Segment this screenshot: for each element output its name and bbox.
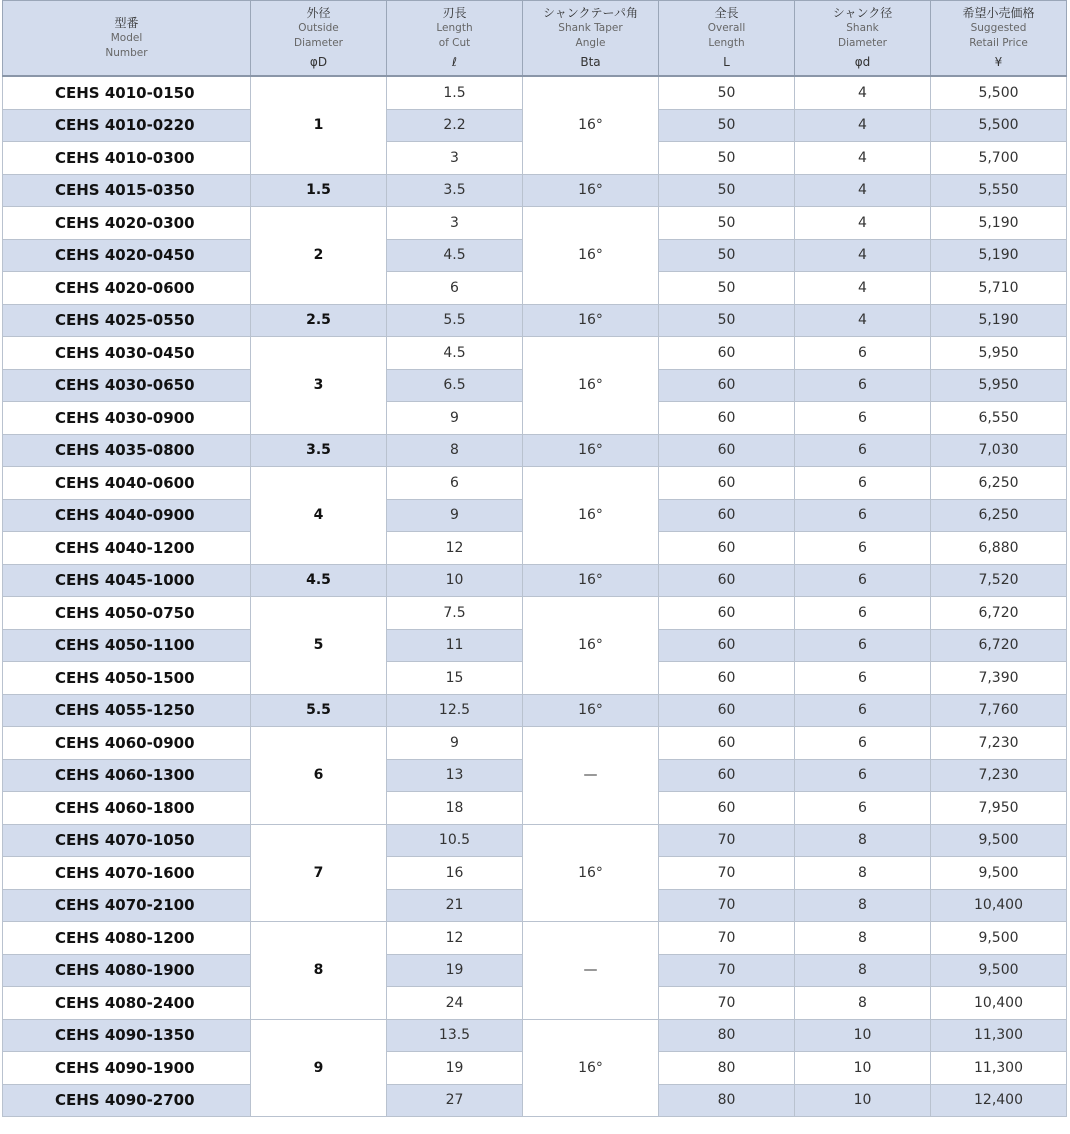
model-number-cell: CEHS 4090-2700 bbox=[3, 1084, 251, 1117]
retail-price-cell: 6,550 bbox=[931, 402, 1067, 435]
model-number-cell: CEHS 4070-2100 bbox=[3, 889, 251, 922]
model-number-cell: CEHS 4040-0900 bbox=[3, 499, 251, 532]
shank-taper-angle-cell: — bbox=[523, 727, 659, 825]
header-retail-price bbox=[931, 1, 1067, 77]
header-label-en: Length bbox=[436, 21, 473, 34]
length-of-cut-cell: 27 bbox=[387, 1084, 523, 1117]
shank-diameter-cell: 4 bbox=[795, 142, 931, 175]
header-label-en: Suggested bbox=[970, 21, 1027, 34]
overall-length-cell: 80 bbox=[659, 1084, 795, 1117]
header-label-jp: シャンク径 bbox=[832, 5, 893, 20]
length-of-cut-cell: 3 bbox=[387, 142, 523, 175]
header-label-en: Number bbox=[105, 46, 148, 59]
length-of-cut-cell: 12.5 bbox=[387, 694, 523, 727]
shank-diameter-cell: 6 bbox=[795, 434, 931, 467]
retail-price-cell: 9,500 bbox=[931, 857, 1067, 890]
retail-price-cell: 5,550 bbox=[931, 174, 1067, 207]
outside-diameter-cell: 4.5 bbox=[251, 564, 387, 597]
shank-diameter-cell: 6 bbox=[795, 662, 931, 695]
shank-diameter-cell: 6 bbox=[795, 532, 931, 565]
shank-diameter-cell: 4 bbox=[795, 174, 931, 207]
shank-diameter-cell: 6 bbox=[795, 402, 931, 435]
header-label-en: Outside bbox=[298, 21, 339, 34]
header-label-en: of Cut bbox=[438, 36, 471, 49]
header-symbol: φD bbox=[309, 54, 328, 69]
overall-length-cell: 60 bbox=[659, 727, 795, 760]
retail-price-cell: 5,190 bbox=[931, 304, 1067, 337]
length-of-cut-cell: 13.5 bbox=[387, 1019, 523, 1052]
header-symbol: ¥ bbox=[994, 54, 1003, 69]
table-row bbox=[3, 174, 1067, 207]
header-label-jp: シャンクテーパ角 bbox=[543, 5, 638, 20]
retail-price-cell: 5,950 bbox=[931, 369, 1067, 402]
length-of-cut-cell: 9 bbox=[387, 727, 523, 760]
model-number-cell: CEHS 4060-0900 bbox=[3, 727, 251, 760]
shank-diameter-cell: 4 bbox=[795, 304, 931, 337]
shank-taper-angle-cell: 16° bbox=[523, 337, 659, 435]
header-length-of-cut bbox=[387, 1, 523, 77]
header-label-jp: 型番 bbox=[114, 15, 139, 30]
retail-price-cell: 5,190 bbox=[931, 239, 1067, 272]
retail-price-cell: 10,400 bbox=[931, 889, 1067, 922]
length-of-cut-cell: 4.5 bbox=[387, 337, 523, 370]
overall-length-cell: 80 bbox=[659, 1019, 795, 1052]
overall-length-cell: 70 bbox=[659, 824, 795, 857]
length-of-cut-cell: 10.5 bbox=[387, 824, 523, 857]
retail-price-cell: 7,520 bbox=[931, 564, 1067, 597]
retail-price-cell: 9,500 bbox=[931, 954, 1067, 987]
table-row bbox=[3, 824, 1067, 857]
outside-diameter-cell: 5.5 bbox=[251, 694, 387, 727]
table-row bbox=[3, 337, 1067, 370]
header-label-en: Overall bbox=[707, 21, 746, 34]
retail-price-cell: 6,250 bbox=[931, 467, 1067, 500]
shank-diameter-cell: 6 bbox=[795, 727, 931, 760]
length-of-cut-cell: 2.2 bbox=[387, 109, 523, 142]
overall-length-cell: 60 bbox=[659, 564, 795, 597]
shank-taper-angle-cell: 16° bbox=[523, 1019, 659, 1117]
length-of-cut-cell: 9 bbox=[387, 402, 523, 435]
retail-price-cell: 9,500 bbox=[931, 824, 1067, 857]
header-label-en: Length bbox=[708, 36, 745, 49]
outside-diameter-cell: 7 bbox=[251, 824, 387, 922]
shank-diameter-cell: 6 bbox=[795, 369, 931, 402]
model-number-cell: CEHS 4010-0150 bbox=[3, 76, 251, 109]
model-number-cell: CEHS 4050-1500 bbox=[3, 662, 251, 695]
header-overall-length bbox=[659, 1, 795, 77]
length-of-cut-cell: 3.5 bbox=[387, 174, 523, 207]
model-number-cell: CEHS 4040-0600 bbox=[3, 467, 251, 500]
length-of-cut-cell: 16 bbox=[387, 857, 523, 890]
length-of-cut-cell: 18 bbox=[387, 792, 523, 825]
retail-price-cell: 10,400 bbox=[931, 987, 1067, 1020]
header-label-en: Retail Price bbox=[969, 36, 1028, 49]
shank-diameter-cell: 6 bbox=[795, 564, 931, 597]
length-of-cut-cell: 8 bbox=[387, 434, 523, 467]
overall-length-cell: 60 bbox=[659, 694, 795, 727]
shank-diameter-cell: 4 bbox=[795, 76, 931, 109]
model-number-cell: CEHS 4040-1200 bbox=[3, 532, 251, 565]
outside-diameter-cell: 8 bbox=[251, 922, 387, 1020]
outside-diameter-cell: 3.5 bbox=[251, 434, 387, 467]
model-number-cell: CEHS 4060-1800 bbox=[3, 792, 251, 825]
overall-length-cell: 60 bbox=[659, 597, 795, 630]
header-symbol: φd bbox=[854, 54, 871, 69]
model-number-cell: CEHS 4020-0300 bbox=[3, 207, 251, 240]
shank-taper-angle-cell: 16° bbox=[523, 174, 659, 207]
overall-length-cell: 50 bbox=[659, 109, 795, 142]
length-of-cut-cell: 13 bbox=[387, 759, 523, 792]
table-row bbox=[3, 207, 1067, 240]
overall-length-cell: 60 bbox=[659, 532, 795, 565]
header-model-number bbox=[3, 1, 251, 77]
overall-length-cell: 50 bbox=[659, 76, 795, 109]
model-number-cell: CEHS 4035-0800 bbox=[3, 434, 251, 467]
model-number-cell: CEHS 4010-0220 bbox=[3, 109, 251, 142]
overall-length-cell: 50 bbox=[659, 304, 795, 337]
retail-price-cell: 5,950 bbox=[931, 337, 1067, 370]
model-number-cell: CEHS 4030-0900 bbox=[3, 402, 251, 435]
table-row bbox=[3, 727, 1067, 760]
shank-taper-angle-cell: 16° bbox=[523, 564, 659, 597]
header-symbol: L bbox=[723, 54, 730, 69]
shank-diameter-cell: 6 bbox=[795, 694, 931, 727]
shank-diameter-cell: 6 bbox=[795, 597, 931, 630]
length-of-cut-cell: 1.5 bbox=[387, 76, 523, 109]
retail-price-cell: 9,500 bbox=[931, 922, 1067, 955]
shank-taper-angle-cell: 16° bbox=[523, 824, 659, 922]
shank-diameter-cell: 8 bbox=[795, 857, 931, 890]
header-shank-diameter bbox=[795, 1, 931, 77]
overall-length-cell: 60 bbox=[659, 629, 795, 662]
length-of-cut-cell: 21 bbox=[387, 889, 523, 922]
overall-length-cell: 70 bbox=[659, 954, 795, 987]
retail-price-cell: 5,710 bbox=[931, 272, 1067, 305]
header-symbol: Bta bbox=[580, 54, 601, 69]
table-row bbox=[3, 76, 1067, 109]
shank-diameter-cell: 8 bbox=[795, 987, 931, 1020]
header-label-en: Diameter bbox=[293, 36, 344, 49]
retail-price-cell: 5,700 bbox=[931, 142, 1067, 175]
length-of-cut-cell: 6 bbox=[387, 467, 523, 500]
shank-diameter-cell: 6 bbox=[795, 337, 931, 370]
shank-diameter-cell: 10 bbox=[795, 1019, 931, 1052]
model-number-cell: CEHS 4050-1100 bbox=[3, 629, 251, 662]
overall-length-cell: 60 bbox=[659, 369, 795, 402]
shank-taper-angle-cell: 16° bbox=[523, 694, 659, 727]
retail-price-cell: 6,720 bbox=[931, 597, 1067, 630]
shank-taper-angle-cell: 16° bbox=[523, 207, 659, 305]
header-label-en: Diameter bbox=[837, 36, 888, 49]
table-row bbox=[3, 434, 1067, 467]
model-number-cell: CEHS 4015-0350 bbox=[3, 174, 251, 207]
outside-diameter-cell: 9 bbox=[251, 1019, 387, 1117]
overall-length-cell: 50 bbox=[659, 207, 795, 240]
retail-price-cell: 7,760 bbox=[931, 694, 1067, 727]
outside-diameter-cell: 1.5 bbox=[251, 174, 387, 207]
outside-diameter-cell: 3 bbox=[251, 337, 387, 435]
outside-diameter-cell: 2.5 bbox=[251, 304, 387, 337]
shank-diameter-cell: 6 bbox=[795, 629, 931, 662]
overall-length-cell: 50 bbox=[659, 142, 795, 175]
model-number-cell: CEHS 4010-0300 bbox=[3, 142, 251, 175]
retail-price-cell: 5,500 bbox=[931, 76, 1067, 109]
shank-diameter-cell: 8 bbox=[795, 922, 931, 955]
retail-price-cell: 12,400 bbox=[931, 1084, 1067, 1117]
overall-length-cell: 70 bbox=[659, 987, 795, 1020]
model-number-cell: CEHS 4055-1250 bbox=[3, 694, 251, 727]
model-number-cell: CEHS 4090-1350 bbox=[3, 1019, 251, 1052]
shank-taper-angle-cell: 16° bbox=[523, 467, 659, 565]
shank-diameter-cell: 6 bbox=[795, 499, 931, 532]
overall-length-cell: 60 bbox=[659, 467, 795, 500]
overall-length-cell: 50 bbox=[659, 272, 795, 305]
header-row bbox=[3, 1, 1067, 77]
header-shank-taper-angle bbox=[523, 1, 659, 77]
shank-diameter-cell: 6 bbox=[795, 792, 931, 825]
overall-length-cell: 70 bbox=[659, 857, 795, 890]
retail-price-cell: 11,300 bbox=[931, 1052, 1067, 1085]
overall-length-cell: 70 bbox=[659, 922, 795, 955]
shank-diameter-cell: 4 bbox=[795, 272, 931, 305]
overall-length-cell: 80 bbox=[659, 1052, 795, 1085]
shank-diameter-cell: 4 bbox=[795, 109, 931, 142]
overall-length-cell: 70 bbox=[659, 889, 795, 922]
retail-price-cell: 7,230 bbox=[931, 759, 1067, 792]
length-of-cut-cell: 4.5 bbox=[387, 239, 523, 272]
overall-length-cell: 60 bbox=[659, 434, 795, 467]
shank-diameter-cell: 8 bbox=[795, 954, 931, 987]
retail-price-cell: 5,190 bbox=[931, 207, 1067, 240]
retail-price-cell: 6,880 bbox=[931, 532, 1067, 565]
header-label-en: Angle bbox=[575, 36, 606, 49]
header-label-jp: 全長 bbox=[714, 5, 739, 20]
shank-diameter-cell: 6 bbox=[795, 467, 931, 500]
header-outside-diameter bbox=[251, 1, 387, 77]
outside-diameter-cell: 2 bbox=[251, 207, 387, 305]
table-row bbox=[3, 922, 1067, 955]
shank-taper-angle-cell: — bbox=[523, 922, 659, 1020]
model-number-cell: CEHS 4080-1900 bbox=[3, 954, 251, 987]
shank-diameter-cell: 10 bbox=[795, 1084, 931, 1117]
shank-taper-angle-cell: 16° bbox=[523, 304, 659, 337]
overall-length-cell: 50 bbox=[659, 239, 795, 272]
table-row bbox=[3, 694, 1067, 727]
model-number-cell: CEHS 4090-1900 bbox=[3, 1052, 251, 1085]
overall-length-cell: 60 bbox=[659, 499, 795, 532]
header-label-en: Shank bbox=[846, 21, 879, 34]
overall-length-cell: 60 bbox=[659, 792, 795, 825]
model-number-cell: CEHS 4020-0450 bbox=[3, 239, 251, 272]
model-number-cell: CEHS 4070-1050 bbox=[3, 824, 251, 857]
retail-price-cell: 6,720 bbox=[931, 629, 1067, 662]
length-of-cut-cell: 10 bbox=[387, 564, 523, 597]
outside-diameter-cell: 5 bbox=[251, 597, 387, 695]
retail-price-cell: 7,030 bbox=[931, 434, 1067, 467]
overall-length-cell: 60 bbox=[659, 337, 795, 370]
table-row bbox=[3, 597, 1067, 630]
header-label-en: Shank Taper bbox=[558, 21, 623, 34]
length-of-cut-cell: 7.5 bbox=[387, 597, 523, 630]
length-of-cut-cell: 5.5 bbox=[387, 304, 523, 337]
model-number-cell: CEHS 4080-2400 bbox=[3, 987, 251, 1020]
retail-price-cell: 5,500 bbox=[931, 109, 1067, 142]
table-row bbox=[3, 1019, 1067, 1052]
header-symbol: ℓ bbox=[452, 54, 457, 69]
shank-diameter-cell: 4 bbox=[795, 207, 931, 240]
length-of-cut-cell: 6 bbox=[387, 272, 523, 305]
length-of-cut-cell: 6.5 bbox=[387, 369, 523, 402]
shank-taper-angle-cell: 16° bbox=[523, 434, 659, 467]
model-number-cell: CEHS 4030-0650 bbox=[3, 369, 251, 402]
length-of-cut-cell: 15 bbox=[387, 662, 523, 695]
overall-length-cell: 60 bbox=[659, 662, 795, 695]
shank-taper-angle-cell: 16° bbox=[523, 76, 659, 174]
retail-price-cell: 11,300 bbox=[931, 1019, 1067, 1052]
shank-diameter-cell: 4 bbox=[795, 239, 931, 272]
shank-diameter-cell: 10 bbox=[795, 1052, 931, 1085]
model-number-cell: CEHS 4030-0450 bbox=[3, 337, 251, 370]
shank-diameter-cell: 8 bbox=[795, 824, 931, 857]
model-number-cell: CEHS 4060-1300 bbox=[3, 759, 251, 792]
length-of-cut-cell: 3 bbox=[387, 207, 523, 240]
length-of-cut-cell: 12 bbox=[387, 922, 523, 955]
header-label-jp: 刃長 bbox=[442, 5, 467, 20]
length-of-cut-cell: 19 bbox=[387, 954, 523, 987]
shank-taper-angle-cell: 16° bbox=[523, 597, 659, 695]
table-row bbox=[3, 564, 1067, 597]
length-of-cut-cell: 19 bbox=[387, 1052, 523, 1085]
length-of-cut-cell: 11 bbox=[387, 629, 523, 662]
outside-diameter-cell: 6 bbox=[251, 727, 387, 825]
length-of-cut-cell: 12 bbox=[387, 532, 523, 565]
shank-diameter-cell: 8 bbox=[795, 889, 931, 922]
retail-price-cell: 7,390 bbox=[931, 662, 1067, 695]
model-number-cell: CEHS 4050-0750 bbox=[3, 597, 251, 630]
retail-price-cell: 7,230 bbox=[931, 727, 1067, 760]
header-label-jp: 希望小売価格 bbox=[962, 5, 1035, 20]
header-label-en: Model bbox=[110, 31, 143, 44]
overall-length-cell: 60 bbox=[659, 402, 795, 435]
header-label-jp: 外径 bbox=[306, 5, 331, 20]
model-number-cell: CEHS 4070-1600 bbox=[3, 857, 251, 890]
model-number-cell: CEHS 4025-0550 bbox=[3, 304, 251, 337]
shank-diameter-cell: 6 bbox=[795, 759, 931, 792]
retail-price-cell: 6,250 bbox=[931, 499, 1067, 532]
outside-diameter-cell: 4 bbox=[251, 467, 387, 565]
retail-price-cell: 7,950 bbox=[931, 792, 1067, 825]
table-body bbox=[3, 76, 1067, 1117]
length-of-cut-cell: 9 bbox=[387, 499, 523, 532]
overall-length-cell: 50 bbox=[659, 174, 795, 207]
model-number-cell: CEHS 4080-1200 bbox=[3, 922, 251, 955]
model-number-cell: CEHS 4020-0600 bbox=[3, 272, 251, 305]
outside-diameter-cell: 1 bbox=[251, 76, 387, 174]
overall-length-cell: 60 bbox=[659, 759, 795, 792]
product-spec-table bbox=[2, 0, 1067, 1117]
table-row bbox=[3, 467, 1067, 500]
length-of-cut-cell: 24 bbox=[387, 987, 523, 1020]
model-number-cell: CEHS 4045-1000 bbox=[3, 564, 251, 597]
table-row bbox=[3, 304, 1067, 337]
